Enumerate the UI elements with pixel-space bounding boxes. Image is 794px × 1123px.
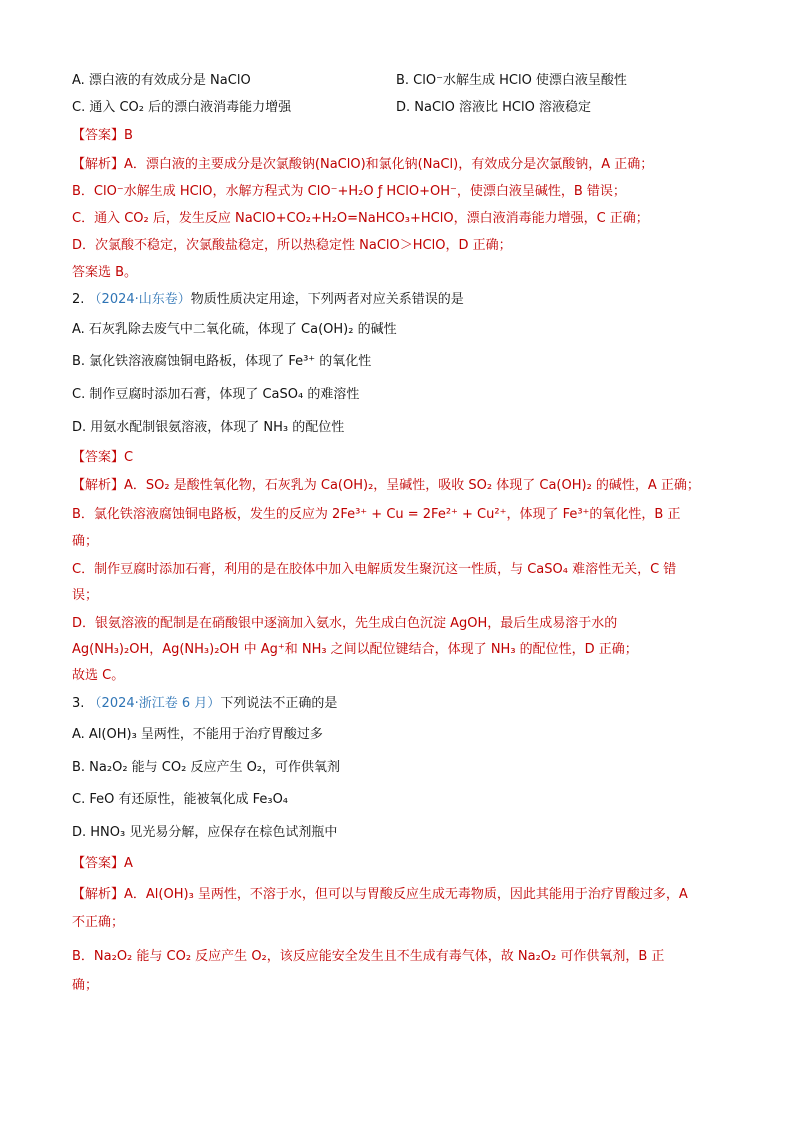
q3-option-c: C. FeO 有还原性，能被氧化成 Fe₃O₄	[72, 792, 289, 807]
q3-stem	[72, 695, 337, 713]
q3-stem-text: 下列说法不正确的是	[220, 696, 338, 711]
q1-option-b: B. ClO⁻水解生成 HClO 使漂白液呈酸性	[396, 73, 627, 88]
q2-analysis-line-a: A．SO₂ 是酸性氧化物，石灰乳为 Ca(OH)₂，呈碱性，吸收 SO₂ 体现了 Ca(OH)₂ 的碱性，A 正确；	[124, 478, 700, 493]
q2-conclusion: 故选 C。	[72, 668, 125, 683]
q2-option-c: C. 制作豆腐时添加石膏，体现了 CaSO₄ 的难溶性	[72, 387, 360, 402]
q1-analysis-line-b: B．ClO⁻水解生成 HClO，水解方程式为 ClO⁻+H₂O ƒ HClO+OH⁻，使漂白液呈碱性，B 错误；	[72, 184, 626, 199]
q1-option-a: A. 漂白液的有效成分是 NaClO	[72, 73, 251, 88]
q3-source: （2024·浙江卷 6 月）	[88, 696, 221, 711]
q2-option-d: D. 用氨水配制银氨溶液，体现了 NH₃ 的配位性	[72, 420, 345, 435]
q2-analysis-a	[72, 477, 700, 495]
q2-option-b: B. 氯化铁溶液腐蚀铜电路板，体现了 Fe³⁺ 的氧化性	[72, 354, 372, 369]
q1-option-d: D. NaClO 溶液比 HClO 溶液稳定	[396, 100, 591, 115]
q3-analysis-line-a1: A．Al(OH)₃ 呈两性，不溶于水，但可以与胃酸反应生成无毒物质，因此其能用于治疗胃酸过多，A	[124, 887, 688, 902]
q1-answer-value: B	[124, 128, 133, 143]
q1-analysis-line-a: A．漂白液的主要成分是次氯酸钠(NaClO)和氯化钠(NaCl)，有效成分是次氯酸钠，A 正确；	[124, 157, 654, 172]
q2-analysis-line-b1: B．氯化铁溶液腐蚀铜电路板，发生的反应为 2Fe³⁺ + Cu = 2Fe²⁺ + Cu²⁺，体现了 Fe³⁺的氧化性，B 正	[72, 507, 681, 522]
q1-analysis-line-d: D．次氯酸不稳定，次氯酸盐稳定，所以热稳定性 NaClO＞HClO，D 正确；	[72, 238, 512, 253]
q2-analysis-line-d2: Ag(NH₃)₂OH，Ag(NH₃)₂OH 中 Ag⁺和 NH₃ 之间以配位键结合，体现了 NH₃ 的配位性，D 正确；	[72, 642, 638, 657]
q1-analysis-line-c: C．通入 CO₂ 后，发生反应 NaClO+CO₂+H₂O=NaHCO₃+HClO，漂白液消毒能力增强，C 正确；	[72, 211, 649, 226]
q1-answer-tag: 【答案】	[72, 128, 125, 143]
q2-answer	[72, 449, 133, 467]
q1-analysis-a	[72, 156, 653, 174]
q3-answer	[72, 855, 133, 873]
q2-number: 2.	[72, 292, 89, 307]
q2-stem	[72, 291, 464, 309]
q3-option-a: A. Al(OH)₃ 呈两性，不能用于治疗胃酸过多	[72, 727, 323, 742]
q2-answer-value: C	[124, 450, 134, 465]
q3-analysis-a1	[72, 886, 688, 904]
q1-option-c: C. 通入 CO₂ 后的漂白液消毒能力增强	[72, 100, 292, 115]
q2-answer-tag: 【答案】	[72, 450, 125, 465]
q3-answer-tag: 【答案】	[72, 856, 125, 871]
q2-analysis-line-b2: 确；	[72, 534, 99, 549]
q3-answer-value: A	[124, 856, 133, 871]
q2-option-a: A. 石灰乳除去废气中二氧化硫，体现了 Ca(OH)₂ 的碱性	[72, 322, 397, 337]
q3-option-b: B. Na₂O₂ 能与 CO₂ 反应产生 O₂，可作供氧剂	[72, 760, 341, 775]
q1-conclusion: 答案选 B。	[72, 265, 138, 280]
q2-stem-text: 物质性质决定用途，下列两者对应关系错误的是	[190, 292, 464, 307]
q2-source: （2024·山东卷）	[88, 292, 191, 307]
q3-option-d: D. HNO₃ 见光易分解，应保存在棕色试剂瓶中	[72, 825, 338, 840]
q3-analysis-tag: 【解析】	[72, 887, 125, 902]
q3-analysis-line-b1: B．Na₂O₂ 能与 CO₂ 反应产生 O₂，该反应能安全发生且不生成有毒气体，故 Na₂O₂ 可作供氧剂，B 正	[72, 949, 665, 964]
q3-analysis-line-a2: 不正确；	[72, 915, 125, 930]
q3-analysis-line-b2: 确；	[72, 978, 99, 993]
q1-answer	[72, 127, 133, 145]
q3-number: 3.	[72, 696, 89, 711]
q2-analysis-tag: 【解析】	[72, 478, 125, 493]
q2-analysis-line-c2: 误；	[72, 588, 99, 603]
q1-analysis-tag: 【解析】	[72, 157, 125, 172]
q2-analysis-line-c1: C．制作豆腐时添加石膏，利用的是在胶体中加入电解质发生聚沉这一性质，与 CaSO₄ 难溶性无关，C 错	[72, 562, 677, 577]
q2-analysis-line-d1: D．银氨溶液的配制是在硝酸银中逐滴加入氨水，先生成白色沉淀 AgOH，最后生成易溶于水的	[72, 616, 618, 631]
